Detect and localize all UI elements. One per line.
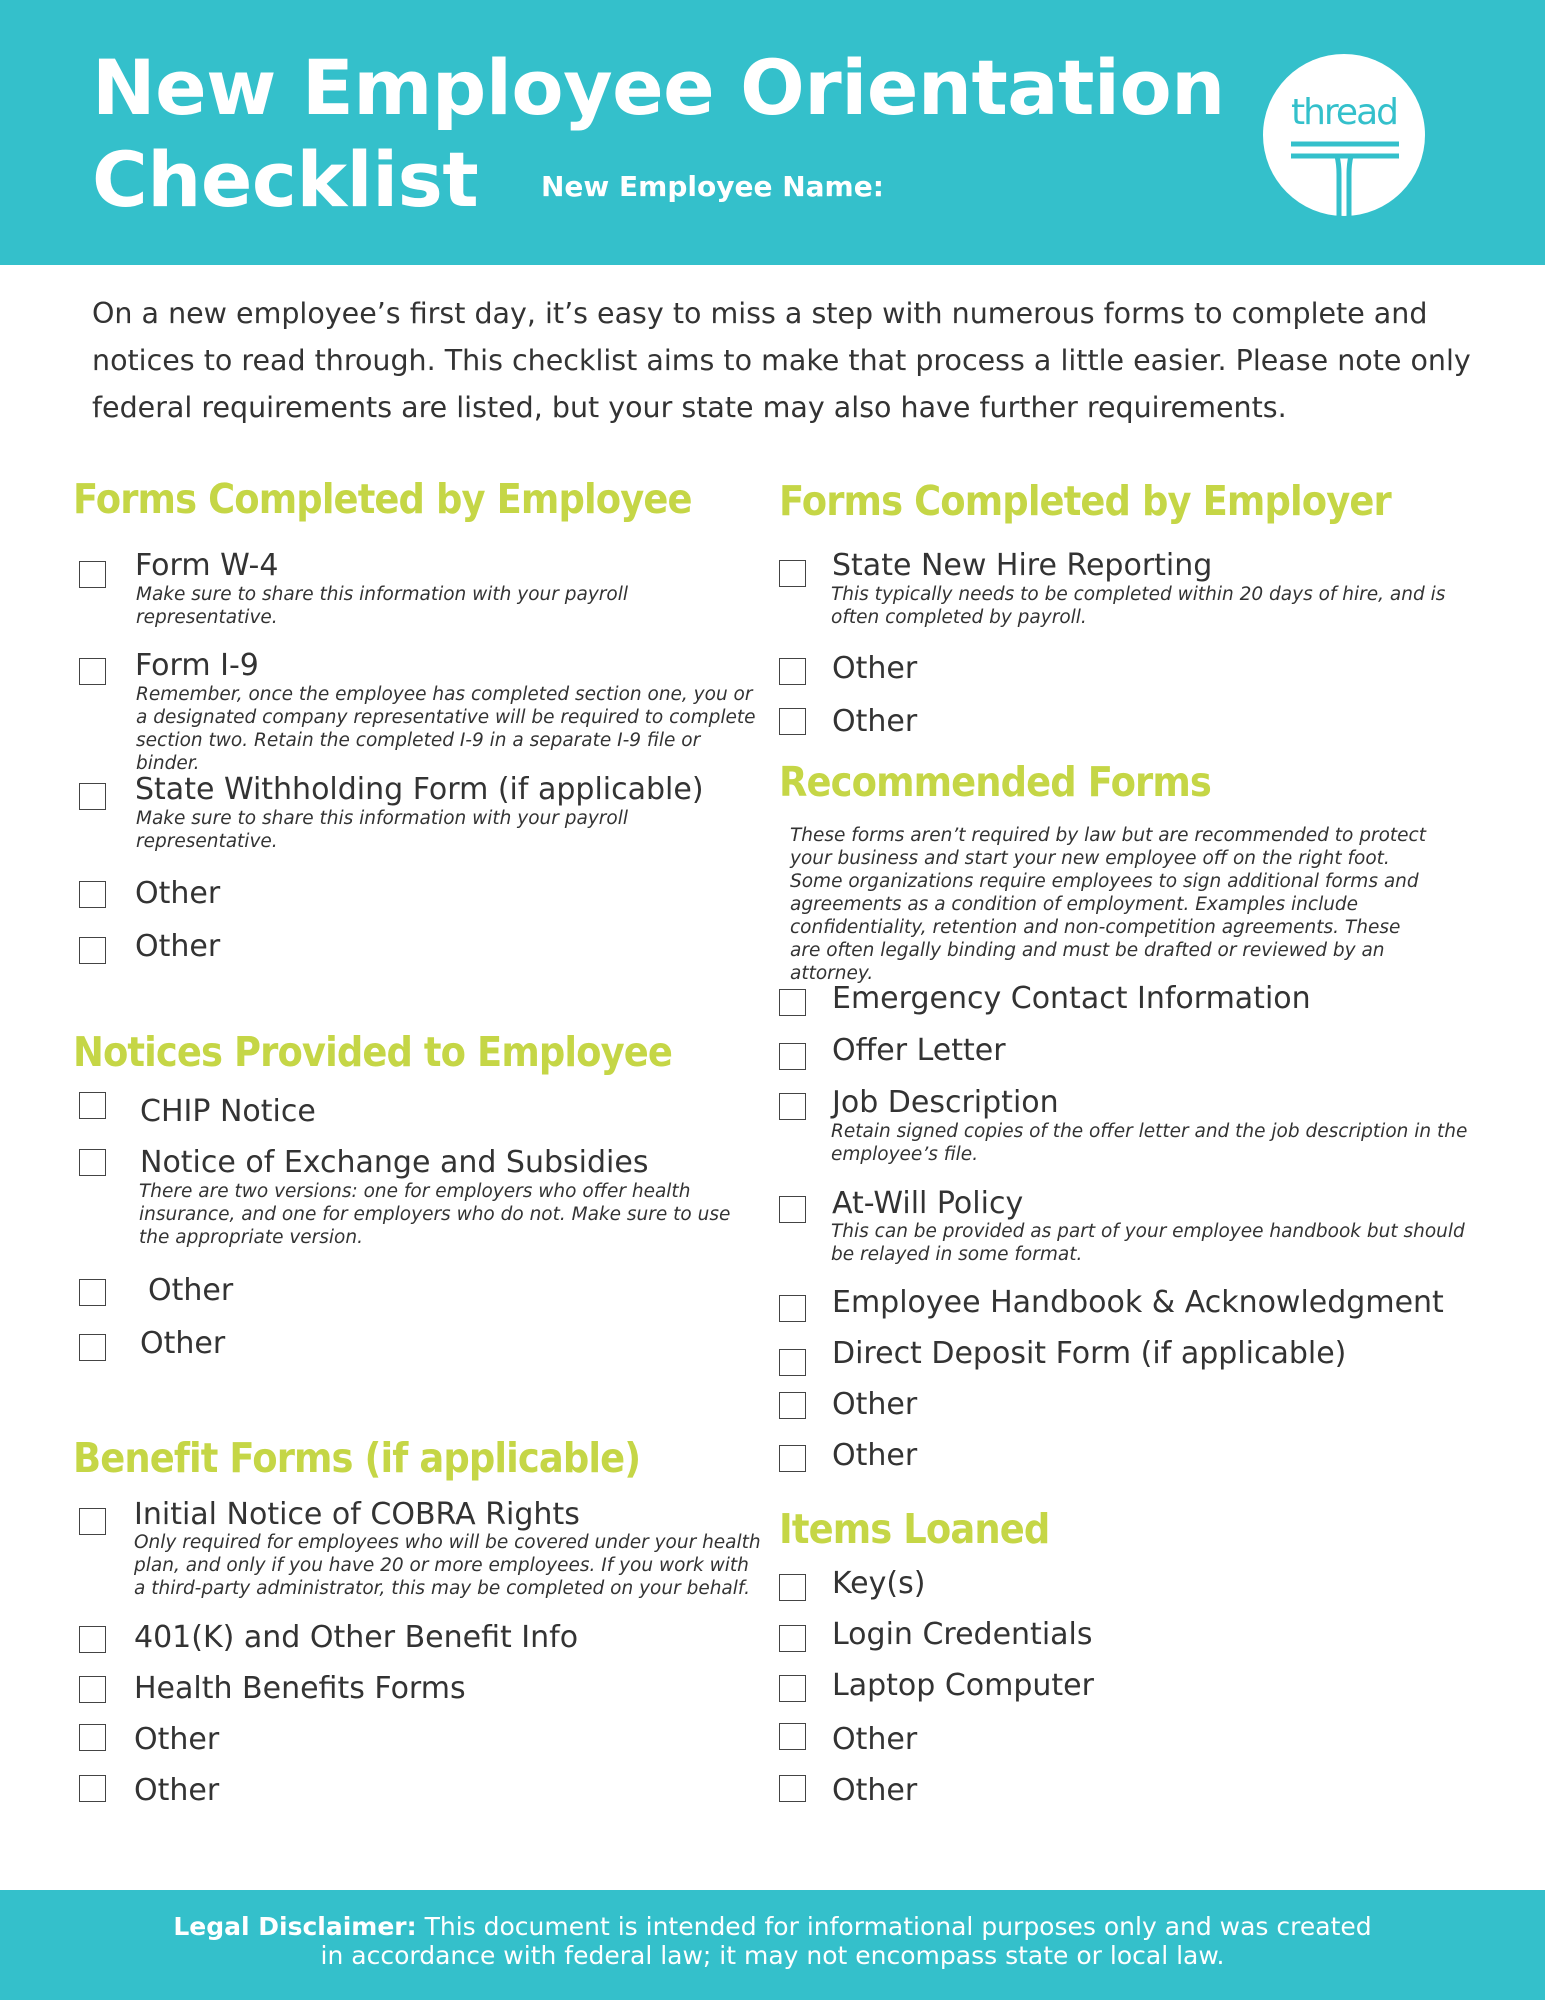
- item-label: Login Credentials: [832, 1617, 1093, 1652]
- item-label: Form W-4: [135, 548, 279, 583]
- item-note: Retain signed copies of the offer letter and the job description in the employee’s file.: [831, 1121, 1468, 1165]
- item-label: Other: [832, 1722, 918, 1757]
- item-label: Other: [832, 704, 918, 739]
- checkbox[interactable]: [79, 881, 106, 908]
- checkbox[interactable]: [779, 560, 806, 587]
- checkbox[interactable]: [79, 1092, 106, 1119]
- checkbox[interactable]: [779, 1625, 806, 1652]
- disclaimer-text: This document is intended for informational purposes only and was created in accordance with federal law; it may not encompass state or local law.: [320, 1912, 1372, 1970]
- checkbox[interactable]: [779, 1295, 806, 1322]
- item-label: Direct Deposit Form (if applicable): [832, 1336, 1347, 1371]
- item-label: Health Benefits Forms: [134, 1671, 466, 1706]
- title-line-2: Checklist: [92, 135, 479, 224]
- checkbox[interactable]: [79, 937, 106, 964]
- section-title-notices: Notices Provided to Employee: [73, 1028, 673, 1076]
- item-label: Key(s): [832, 1566, 926, 1601]
- item-label: Initial Notice of COBRA Rights: [134, 1497, 580, 1532]
- checkbox[interactable]: [79, 1279, 106, 1306]
- item-label: Emergency Contact Information: [832, 981, 1311, 1016]
- item-note: This can be provided as part of your employee handbook but should be relayed in some format.: [831, 1221, 1465, 1265]
- item-label: Other: [148, 1273, 234, 1308]
- header-banner: [0, 0, 1545, 265]
- checkbox[interactable]: [779, 1093, 806, 1120]
- item-label: State Withholding Form (if applicable): [135, 772, 704, 807]
- checkbox[interactable]: [79, 1334, 106, 1361]
- checkbox[interactable]: [779, 989, 806, 1016]
- item-label: Offer Letter: [832, 1033, 1006, 1068]
- legal-disclaimer: [170, 1912, 1375, 1970]
- checkbox[interactable]: [79, 1149, 106, 1176]
- checkbox[interactable]: [779, 1349, 806, 1376]
- checkbox[interactable]: [779, 658, 806, 685]
- checkbox[interactable]: [779, 1723, 806, 1750]
- item-label: Other: [832, 1438, 918, 1473]
- disclaimer-label: Legal Disclaimer:: [173, 1912, 417, 1941]
- checkbox[interactable]: [779, 1043, 806, 1070]
- section-title-employee-forms: Forms Completed by Employee: [73, 475, 692, 523]
- item-label: Notice of Exchange and Subsidies: [140, 1145, 649, 1180]
- item-label: CHIP Notice: [140, 1094, 316, 1129]
- checkbox[interactable]: [779, 1574, 806, 1601]
- item-label: Other: [135, 929, 221, 964]
- item-note: Remember, once the employee has completed section one, you or a designated company representative will be required to complete section two. Retain the completed I-9 in a separate I-9 file or binder.: [136, 684, 756, 774]
- checkbox[interactable]: [779, 1445, 806, 1472]
- item-label: Other: [832, 651, 918, 686]
- item-note: Make sure to share this information with your payroll representative.: [136, 584, 628, 628]
- footer-banner: [0, 1890, 1545, 2000]
- item-label: State New Hire Reporting: [832, 548, 1213, 583]
- item-note: Only required for employees who will be covered under your health plan, and only if you have 20 or more employees. If you work with a third-party administrator, this may be completed on your behalf.: [134, 1532, 761, 1599]
- item-label: Other: [832, 1387, 918, 1422]
- item-label: 401(K) and Other Benefit Info: [134, 1620, 579, 1655]
- checkbox[interactable]: [79, 1676, 106, 1703]
- checkbox[interactable]: [79, 658, 106, 685]
- checkbox[interactable]: [79, 561, 106, 588]
- item-note: This typically needs to be completed within 20 days of hire, and is often completed by payroll.: [831, 584, 1446, 628]
- checkbox[interactable]: [79, 1775, 106, 1802]
- checkbox[interactable]: [779, 708, 806, 735]
- item-label: Employee Handbook & Acknowledgment: [832, 1285, 1444, 1320]
- title-line-1: New Employee Orientation: [92, 43, 1225, 132]
- checkbox[interactable]: [779, 1196, 806, 1223]
- section-title-employer-forms: Forms Completed by Employer: [779, 477, 1391, 525]
- item-label: Job Description: [832, 1085, 1059, 1120]
- section-title-items-loaned: Items Loaned: [779, 1505, 1050, 1553]
- intro-paragraph: On a new employee’s first day, it’s easy to miss a step with numerous forms to complete and notices to read through. This checklist aims to make that process a little easier. Please note only federal requirements are listed, but your state may also have further requirements.: [92, 297, 1471, 424]
- checkbox[interactable]: [79, 783, 106, 810]
- checkbox[interactable]: [79, 1626, 106, 1653]
- checkbox[interactable]: [779, 1392, 806, 1419]
- item-note: Make sure to share this information with your payroll representative.: [136, 808, 628, 852]
- logo-wordmark: thread: [1290, 92, 1397, 133]
- item-label: Form I-9: [135, 648, 259, 683]
- thread-logo-icon: [1263, 54, 1425, 216]
- item-label: Other: [135, 876, 221, 911]
- item-label: Other: [134, 1722, 220, 1757]
- employee-name-label: New Employee Name:: [541, 170, 884, 203]
- section-title-recommended: Recommended Forms: [779, 758, 1211, 806]
- thread-logo: [1263, 54, 1425, 216]
- checkbox[interactable]: [779, 1675, 806, 1702]
- section-title-benefit-forms: Benefit Forms (if applicable): [73, 1434, 641, 1482]
- checkbox[interactable]: [79, 1508, 106, 1535]
- checkbox[interactable]: [79, 1724, 106, 1751]
- item-label: Other: [134, 1773, 220, 1808]
- checkbox[interactable]: [779, 1775, 806, 1802]
- item-label: At-Will Policy: [832, 1186, 1024, 1221]
- item-note: There are two versions: one for employers who offer health insurance, and one for employers who do not. Make sure to use the appropriate version.: [139, 1181, 731, 1248]
- recommended-intro: These forms aren’t required by law but are recommended to protect your business and start your new employee off on the right foot. Some organizations require employees to sign additional forms and agreements as a condition of employment. Examples include confidentiality, retention and non-competition agreements. These are often legally binding and must be drafted or reviewed by an attorney.: [790, 825, 1426, 984]
- item-label: Laptop Computer: [832, 1668, 1094, 1703]
- item-label: Other: [832, 1773, 918, 1808]
- item-label: Other: [140, 1326, 226, 1361]
